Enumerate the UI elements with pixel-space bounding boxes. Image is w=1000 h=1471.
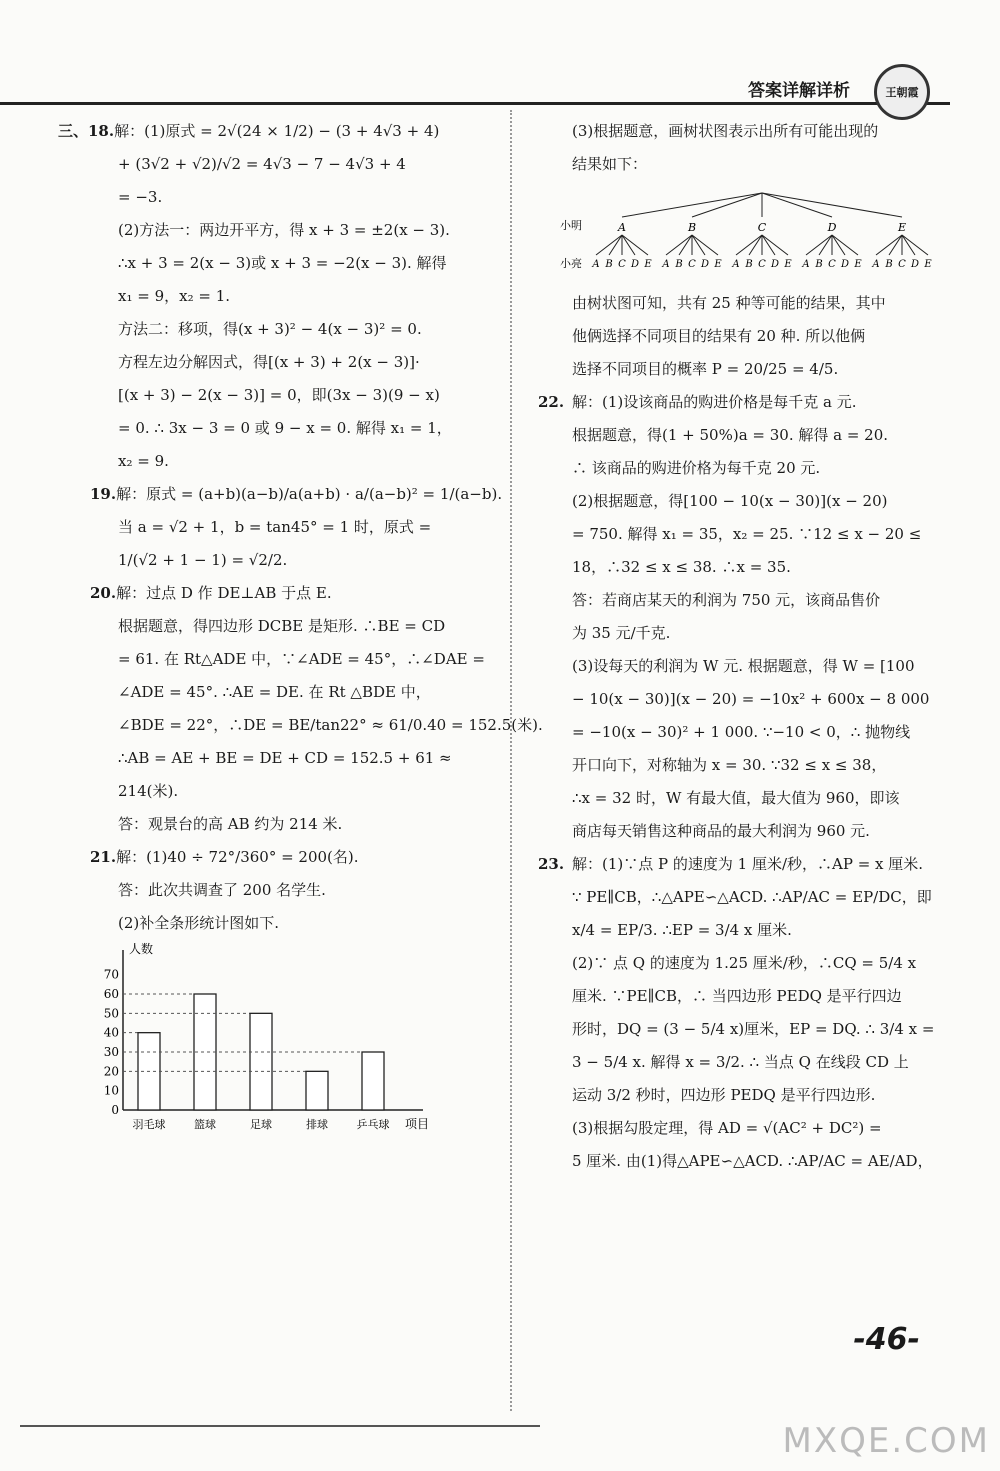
q22-line-10: = −10(x − 30)² + 1 000. ∵−10 < 0，∴ 抛物线 [572,723,911,741]
q22-line-7: 为 35 元/千克. [572,624,671,642]
tree-leaf: A [802,259,810,270]
tree-leaf: C [618,259,626,270]
question-22 [538,386,947,848]
tree-edge [736,235,762,255]
watermark: MXQE.COM [782,1421,990,1461]
q23-line-8: (3)根据勾股定理，得 AD = √(AC² + DC²) = [572,1119,882,1137]
question-23 [538,848,947,1178]
q20-line-6: 214(米). [118,782,179,800]
q22-line-4: = 750. 解得 x₁ = 35，x₂ = 25. ∵12 ≤ x − 20 ≤ [572,525,922,543]
question-number: 三、18. [58,122,115,140]
x-tick-label: 乒乓球 [356,1118,390,1131]
question-number: 23. [538,855,565,873]
q18-line-3: (2)方法一：两边开平方，得 x + 3 = ±2(x − 3). [118,221,450,239]
tree-leaf: A [732,259,740,270]
q20-line-5: ∴AB = AE + BE = DE + CD = 152.5 + 61 ≈ [118,749,452,767]
left-column [58,115,543,1144]
publisher-logo [874,64,930,120]
y-tick-label: 50 [103,1006,119,1021]
tree-node: A [618,221,626,234]
x-tick-label: 足球 [250,1118,272,1131]
bar [250,1013,272,1110]
q20-line-4: ∠BDE = 22°，∴DE = BE/tan22° ≈ 61/0.40 = 152.5(米). [118,716,543,734]
q18-line-10: x₂ = 9. [118,452,169,470]
tree-leaf: D [630,259,640,270]
tree-leaf: B [745,259,753,270]
y-tick-label: 40 [103,1025,119,1040]
tree-leaf: B [675,259,683,270]
tree-edge [832,235,845,255]
right-column [538,115,947,1178]
tree-edge [692,235,705,255]
tree-edge [902,235,928,255]
q21-3-line-0: (3)根据题意，画树状图表示出所有可能出现的 [572,122,879,140]
bar-chart [78,940,483,1144]
q18-line-5: x₁ = 9，x₂ = 1. [118,287,231,305]
question-number: 22. [538,393,565,411]
y-axis-label: 人数 [129,942,154,956]
tree-leaf: C [688,259,696,270]
tree-node: D [827,221,837,234]
q21-3b-line-2: 选择不同项目的概率 P = 20/25 = 4/5. [572,360,839,378]
q18-line-8: [(x + 3) − 2(x − 3)] = 0，即(3x − 3)(9 − x) [118,386,440,404]
y-tick-label: 60 [103,987,119,1001]
q23-line-4: 厘米. ∵PE∥CB，∴ 当四边形 PEDQ 是平行四边 [572,987,902,1005]
tree-edge [806,235,832,255]
tree-leaf: D [840,259,850,270]
tree-leaf: B [815,259,823,270]
tree-edge [832,235,858,255]
tree-leaf: B [605,259,613,270]
q20-line-2: = 61. 在 Rt△ADE 中，∵∠ADE = 45°，∴∠DAE = [118,650,485,668]
q20-line-0: 解：过点 D 作 DE⊥AB 于点 E. [116,584,332,602]
q22-line-2: ∴ 该商品的购进价格为每千克 20 元. [572,459,821,477]
q18-line-1: + (3√2 + √2)/√2 = 4√3 − 7 − 4√3 + 4 [118,155,406,173]
question-18 [58,115,483,478]
q18-line-9: = 0. ∴ 3x − 3 = 0 或 9 − x = 0. 解得 x₁ = 1， [118,419,452,437]
q22-line-13: 商店每天销售这种商品的最大利润为 960 元. [572,822,870,840]
q19-line-2: 1/(√2 + 1 − 1) = √2/2. [118,551,288,569]
q20-line-1: 根据题意，得四边形 DCBE 是矩形. ∴BE = CD [118,617,446,635]
q21-3-line-1: 结果如下： [572,155,648,173]
tree-leaf: D [700,259,710,270]
q22-line-11: 开口向下，对称轴为 x = 30. ∵32 ≤ x ≤ 38， [572,756,887,774]
tree-edge [622,193,762,217]
tree-edge [596,235,622,255]
q22-line-12: ∴x = 32 时，W 有最大值，最大值为 960，即该 [572,789,900,807]
q23-line-3: (2)∵ 点 Q 的速度为 1.25 厘米/秒，∴CQ = 5/4 x [572,954,917,972]
logo-text: 王朝霞 [885,86,919,99]
x-tick-label: 羽毛球 [132,1118,166,1131]
tree-diagram [560,189,947,279]
q23-line-2: x/4 = EP/3. ∴EP = 3/4 x 厘米. [572,921,792,939]
q19-line-0: 解：原式 = (a+b)(a−b)/a(a+b) · a/(a−b)² = 1/(a−b). [116,485,503,503]
tree-leaf: B [885,259,893,270]
q23-line-1: ∵ PE∥CB，∴△APE∽△ACD. ∴AP/AC = EP/DC，即 [572,888,932,906]
q22-line-6: 答：若商店某天的利润为 750 元，该商品售价 [572,591,881,609]
tree-node: B [687,221,697,234]
tree-edge [692,193,762,217]
tree-leaf: C [758,259,766,270]
q22-line-9: − 10(x − 30)](x − 20) = −10x² + 600x − 8 000 [572,690,930,708]
tree-leaf: C [828,259,836,270]
tree-edge [889,235,902,255]
q23-line-6: 3 − 5/4 x. 解得 x = 3/2. ∴ 当点 Q 在线段 CD 上 [572,1053,909,1071]
header-title: 答案详解详析 [748,81,850,101]
q21-3b-line-0: 由树状图可知，共有 25 种等可能的结果，其中 [572,294,886,312]
q23-line-5: 形时，DQ = (3 − 5/4 x)厘米，EP = DQ. ∴ 3/4 x = [572,1020,935,1038]
tree-leaf: D [770,259,780,270]
q23-line-0: 解：(1)∵点 P 的速度为 1 厘米/秒，∴AP = x 厘米. [572,855,924,873]
tree-leaf: A [662,259,670,270]
header-bar [0,72,950,105]
question-number: 21. [90,848,117,866]
question-21 [58,841,483,940]
x-tick-label: 排球 [306,1118,328,1131]
column-divider [510,110,512,1411]
q18-line-4: ∴x + 3 = 2(x − 3)或 x + 3 = −2(x − 3). 解得 [118,254,447,272]
q18-line-0: 解：(1)原式 = 2√(24 × 1/2) − (3 + 4√3 + 4) [114,122,440,140]
bar [306,1071,328,1110]
q23-line-9: 5 厘米. 由(1)得△APE∽△ACD. ∴AP/AC = AE/AD， [572,1152,933,1170]
tree-leaf: E [854,259,862,270]
tree-edge [819,235,832,255]
x-axis-label: 项目 [405,1117,430,1131]
tree-leaf: E [784,259,792,270]
tree-row1-label: 小明 [560,219,582,232]
question-19 [58,478,503,577]
q18-line-2: = −3. [118,188,163,206]
tree-edge [876,235,902,255]
tree-leaf: E [644,259,652,270]
tree-leaf: A [592,259,600,270]
tree-leaf: E [924,259,932,270]
tree-edge [762,193,832,217]
tree-edge [749,235,762,255]
q21-line-2: (2)补全条形统计图如下. [118,914,280,932]
tree-edge [692,235,718,255]
tree-edge [609,235,622,255]
q20-line-3: ∠ADE = 45°. ∴AE = DE. 在 Rt △BDE 中， [118,683,431,701]
q22-line-1: 根据题意，得(1 + 50%)a = 30. 解得 a = 20. [572,426,889,444]
q21-line-1: 答：此次共调查了 200 名学生. [118,881,326,899]
q20-line-7: 答：观景台的高 AB 约为 214 米. [118,815,343,833]
y-tick-label: 70 [103,967,119,982]
tree-edge [622,235,648,255]
tree-edge [902,235,915,255]
question-number: 20. [90,584,117,602]
tree-leaf: E [714,259,722,270]
tree-edge [679,235,692,255]
y-tick-label: 0 [111,1103,119,1117]
footer-line [20,1425,540,1427]
q22-line-3: (2)根据题意，得[100 − 10(x − 30)](x − 20) [572,492,888,510]
q18-line-7: 方程左边分解因式，得[(x + 3) + 2(x − 3)]· [118,353,420,371]
question-20 [58,577,543,841]
tree-edge [762,235,788,255]
q22-line-0: 解：(1)设该商品的购进价格是每千克 a 元. [572,393,857,411]
tree-edge [622,235,635,255]
page-number: -46- [853,1322,920,1357]
y-tick-label: 10 [103,1083,119,1098]
q23-line-7: 运动 3/2 秒时，四边形 PEDQ 是平行四边形. [572,1086,876,1104]
tree-edge [666,235,692,255]
tree-leaf: C [898,259,906,270]
y-tick-label: 20 [103,1064,119,1079]
tree-leaf: D [910,259,920,270]
q19-line-1: 当 a = √2 + 1，b = tan45° = 1 时，原式 = [118,518,432,536]
tree-node: C [757,221,767,234]
q21-line-0: 解：(1)40 ÷ 72°/360° = 200(名). [116,848,359,866]
y-tick-label: 30 [103,1045,119,1059]
q18-line-6: 方法二：移项，得(x + 3)² − 4(x − 3)² = 0. [118,320,422,338]
tree-edge [762,193,902,217]
tree-leaf: A [872,259,880,270]
bar [362,1052,384,1110]
bar-chart-svg [78,940,438,1140]
q22-line-5: 18，∴32 ≤ x ≤ 38. ∴x = 35. [572,558,791,576]
x-tick-label: 篮球 [194,1118,216,1131]
q21-3b-line-1: 他俩选择不同项目的结果有 20 种. 所以他俩 [572,327,866,345]
question-number: 19. [90,485,117,503]
tree-row2-label: 小亮 [560,257,582,270]
tree-diagram-svg [560,189,947,279]
q22-line-8: (3)设每天的利润为 W 元. 根据题意，得 W = [100 [572,657,915,675]
tree-node: E [897,221,907,234]
tree-edge [762,235,775,255]
